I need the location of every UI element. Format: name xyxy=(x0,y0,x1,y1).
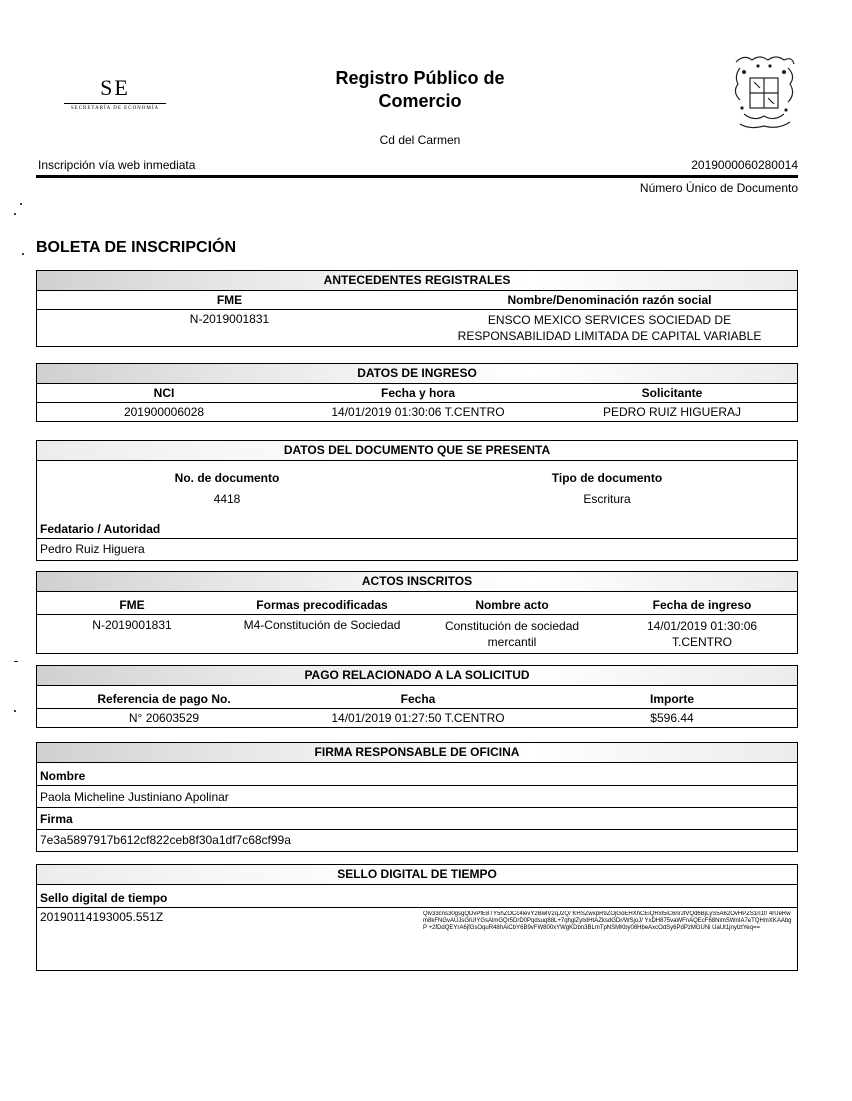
scan-speck xyxy=(14,710,16,712)
datos-ingreso-section xyxy=(36,363,798,422)
pago-section xyxy=(36,665,798,728)
solicitante-value: PEDRO RUIZ HIGUERAJ xyxy=(602,405,741,419)
section-heading: ACTOS INSCRITOS xyxy=(37,572,797,592)
no-documento-value: 4418 xyxy=(213,492,241,506)
table-header-row xyxy=(37,686,797,709)
table-row xyxy=(37,310,797,346)
sello-label-row xyxy=(37,885,797,908)
section-heading: ANTECEDENTES REGISTRALES xyxy=(37,271,797,291)
table-header-row xyxy=(37,461,797,485)
section-heading: DATOS DEL DOCUMENTO QUE SE PRESENTA xyxy=(37,441,797,461)
firmante-nombre: Paola Micheline Justiniano Apolinar xyxy=(40,790,229,804)
fedatario-value-row xyxy=(37,539,797,559)
col-formas: Formas precodificadas xyxy=(256,598,388,612)
table-header-row xyxy=(37,592,797,615)
col-fme: FME xyxy=(119,598,145,612)
scan-speck xyxy=(14,213,16,215)
boleta-title: BOLETA DE INSCRIPCIÓN xyxy=(36,239,237,256)
title-line-1: Registro Público de xyxy=(335,68,505,88)
col-nombre-acto: Nombre acto xyxy=(475,598,549,612)
referencia-value: N° 20603529 xyxy=(128,711,200,725)
nombre-label-row xyxy=(37,763,797,786)
sello-value-row xyxy=(37,908,797,970)
col-fme: FME xyxy=(216,293,243,307)
fme-value: N-2019001831 xyxy=(189,312,270,326)
nombre-value: ENSCO MEXICO SERVICES SOCIEDAD DE RESPONSABILIDAD LIMITADA DE CAPITAL VARIABLE xyxy=(457,313,762,343)
section-heading: SELLO DIGITAL DE TIEMPO xyxy=(37,865,797,885)
section-heading: DATOS DE INGRESO xyxy=(37,364,797,384)
nombre-label: Nombre xyxy=(40,769,86,783)
se-logo xyxy=(60,75,170,111)
coat-of-arms-seal-icon xyxy=(730,52,798,134)
nombre-acto-value: Constitución de sociedad mercantil xyxy=(444,619,580,649)
importe-value: $596.44 xyxy=(650,711,694,725)
col-tipo-documento: Tipo de documento xyxy=(551,471,663,485)
fecha-ingreso-value: 14/01/2019 01:30:06 T.CENTRO xyxy=(646,619,758,649)
fedatario-label: Fedatario / Autoridad xyxy=(40,522,161,536)
fedatario-value: Pedro Ruiz Higuera xyxy=(40,542,145,556)
city: Cd del Carmen xyxy=(379,133,461,147)
datos-documento-section xyxy=(36,440,798,561)
nombre-value-row xyxy=(37,786,797,808)
logo-rule xyxy=(64,103,166,104)
table-row xyxy=(37,403,797,421)
document-number-label: Número Único de Documento xyxy=(639,181,798,195)
sello-digest: Qlv33cns30gsgQDvPfE8TY5hZOCc4ievY2BwlV2qJ2Q/ KHSZwxpR9ZOjGoEHXhCEiQRxl5iC6nrJtVQd6BjLyS5A62OvHPZS1n1f/ 4rUeRwm8kFNGvAUJsGlUIYGsAlmGQr5DrD0Pqdsuq88L+7qhglZytxlHtAZksdGDr/WSjoJ/ YxDH875vaWFnAQEcF68NimSWnIA7eTQHmXKAAbgP +2fDdQEYrA6jfGsOquR48hAiCbY6B9vFW800xYWgKDbn3BLmTpNSMKby08HbeAxcOdSy6PdPzMGUNi UaUt1jnylztYeq== xyxy=(423,911,792,931)
col-fecha: Fecha xyxy=(400,692,436,706)
col-no-documento: No. de documento xyxy=(174,471,280,485)
fedatario-label-row xyxy=(37,520,797,539)
actos-inscritos-section xyxy=(36,571,798,654)
col-referencia: Referencia de pago No. xyxy=(97,692,231,706)
page-title xyxy=(300,67,540,113)
table-header-row xyxy=(37,291,797,310)
sello-section xyxy=(36,864,798,971)
firma-label: Firma xyxy=(40,812,73,826)
title-line-2: Comercio xyxy=(378,91,462,111)
logo-text: SE xyxy=(100,75,130,100)
pago-fecha-value: 14/01/2019 01:27:50 T.CENTRO xyxy=(331,711,505,725)
scan-speck xyxy=(22,253,24,255)
sello-label: Sello digital de tiempo xyxy=(40,891,168,905)
tipo-documento-value: Escritura xyxy=(583,492,631,506)
header-divider xyxy=(36,175,798,178)
sello-timestamp: 20190114193005.551Z xyxy=(40,910,164,924)
firma-section xyxy=(36,742,798,852)
col-nci: NCI xyxy=(153,386,175,400)
table-row xyxy=(37,709,797,727)
table-row xyxy=(37,480,797,510)
firma-hash: 7e3a5897917b612cf822ceb8f30a1df7c68cf99a xyxy=(40,833,291,847)
fecha-value: 14/01/2019 01:30:06 T.CENTRO xyxy=(331,405,505,419)
firma-label-row xyxy=(37,808,797,830)
nci-value: 201900006028 xyxy=(123,405,205,419)
col-nombre: Nombre/Denominación razón social xyxy=(507,293,712,307)
col-importe: Importe xyxy=(649,692,694,706)
formas-value: M4-Constitución de Sociedad xyxy=(243,618,401,632)
scan-speck xyxy=(20,203,22,205)
table-row xyxy=(37,615,797,653)
table-header-row xyxy=(37,384,797,403)
firma-value-row xyxy=(37,830,797,851)
col-fecha: Fecha y hora xyxy=(380,386,456,400)
inscripcion-label: Inscripción vía web inmediata xyxy=(38,158,196,172)
col-solicitante: Solicitante xyxy=(641,386,703,400)
acto-fme-value: N-2019001831 xyxy=(92,618,172,632)
document-number: 2019000060280014 xyxy=(691,158,798,172)
section-heading: FIRMA RESPONSABLE DE OFICINA xyxy=(37,743,797,763)
scan-speck xyxy=(14,661,18,662)
antecedentes-section xyxy=(36,270,798,347)
col-fecha-ingreso: Fecha de ingreso xyxy=(652,598,752,612)
logo-subtitle: SECRETARÍA DE ECONOMÍA xyxy=(70,106,160,111)
section-heading: PAGO RELACIONADO A LA SOLICITUD xyxy=(37,666,797,686)
